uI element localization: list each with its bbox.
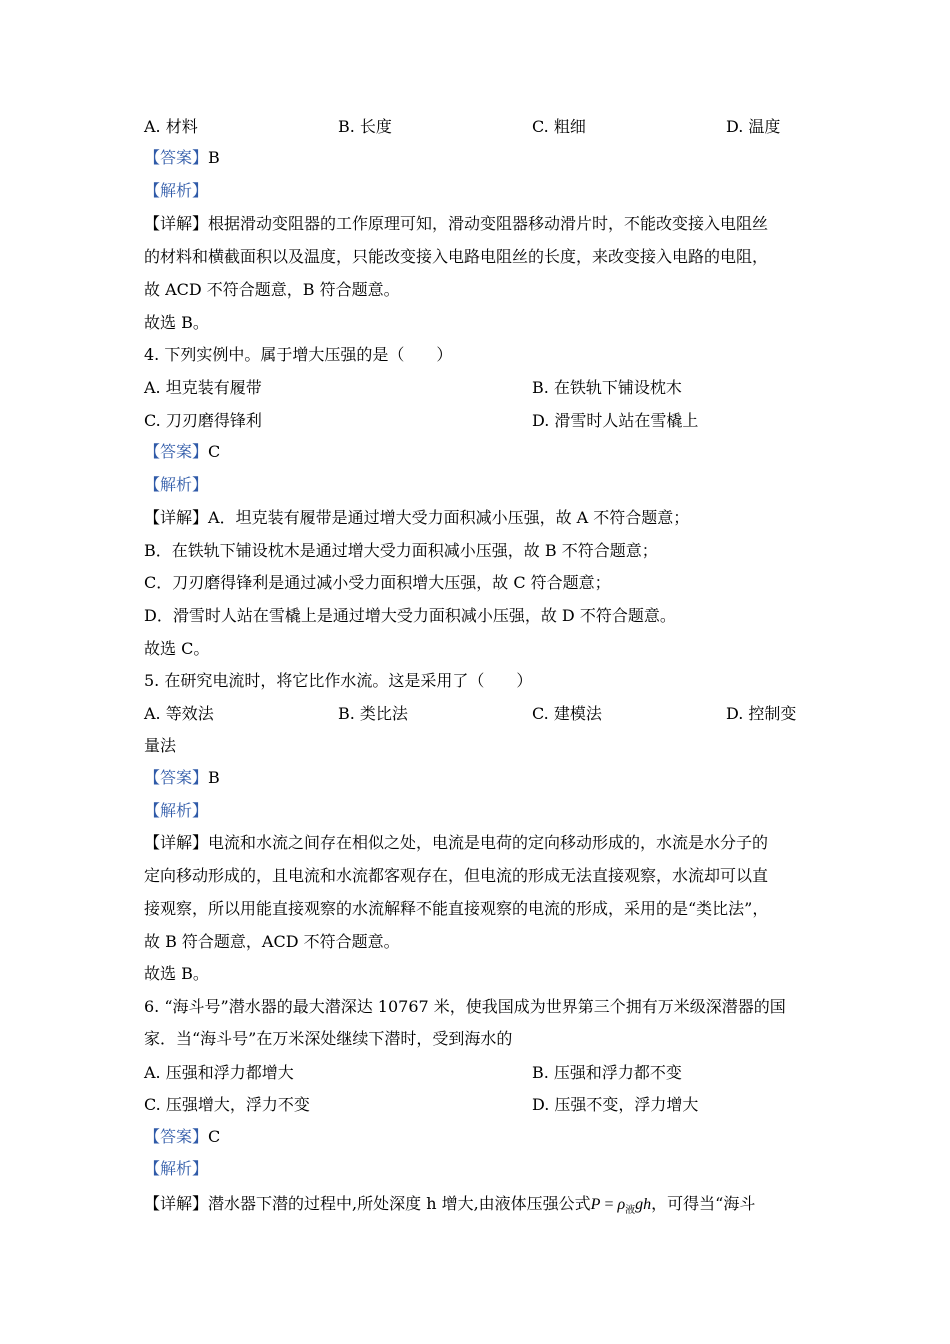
analysis-tag: 【解析】 [144, 1159, 209, 1178]
q5-option-c: C. 建模法 [532, 704, 602, 723]
q4-option-a: A. 坦克装有履带 [144, 378, 262, 397]
formula-equals: = [600, 1196, 618, 1213]
q3-detail-line-1 [144, 212, 814, 236]
q3-detail-line-2: 的材料和横截面积以及温度，只能改变接入电路电阻丝的长度，来改变接入电路的电阻， [144, 247, 769, 266]
answer-tag: 【答案】 [144, 1127, 209, 1146]
detail-tag: 【详解】 [144, 1194, 209, 1213]
formula-subscript: 液 [625, 1205, 636, 1217]
detail-text: A．坦克装有履带是通过增大受力面积减小压强，故 A 不符合题意； [208, 508, 690, 527]
q4-detail-line-1 [144, 506, 814, 530]
q3-option-b: B. 长度 [338, 117, 392, 136]
detail-tag: 【详解】 [144, 214, 209, 233]
q4-detail-line-2: B．在铁轨下铺设枕木是通过增大受力面积减小压强，故 B 不符合题意； [144, 541, 658, 560]
answer-value: C [208, 442, 221, 461]
q6-option-d: D. 压强不变，浮力增大 [532, 1095, 699, 1114]
answer-tag: 【答案】 [144, 148, 209, 167]
formula-gh: gh [635, 1196, 652, 1213]
answer-value: C [208, 1127, 221, 1146]
detail-text-tail: ，可得当“海斗 [651, 1194, 756, 1213]
q6-stem-line-1: 6. “海斗号”潜水器的最大潜深达 10767 米，使我国成为世界第三个拥有万米级深潜器的国 [144, 997, 786, 1016]
q5-option-d: D. 控制变 [726, 704, 797, 723]
q6-option-c: C. 压强增大，浮力不变 [144, 1095, 310, 1114]
q4-conclusion: 故选 C。 [144, 639, 210, 658]
detail-text: 根据滑动变阻器的工作原理可知，滑动变阻器移动滑片时，不能改变接入电阻丝 [208, 214, 769, 233]
pressure-formula [590, 1196, 652, 1217]
q5-analysis-tag [144, 799, 814, 823]
q3-option-d: D. 温度 [726, 117, 781, 136]
formula-rho: ρ [617, 1196, 626, 1213]
q4-stem: 4. 下列实例中。属于增大压强的是（ ） [144, 345, 453, 364]
detail-tag: 【详解】 [144, 833, 209, 852]
q3-option-a: A. 材料 [144, 117, 198, 136]
q5-option-b: B. 类比法 [338, 704, 408, 723]
q6-stem-line-2: 家．当“海斗号”在万米深处继续下潜时，受到海水的 [144, 1029, 513, 1048]
q4-detail-line-4: D．滑雪时人站在雪橇上是通过增大受力面积减小压强，故 D 不符合题意。 [144, 606, 676, 625]
q4-detail-line-3: C．刀刃磨得锋利是通过减小受力面积增大压强，故 C 符合题意； [144, 573, 611, 592]
q3-detail-line-3: 故 ACD 不符合题意，B 符合题意。 [144, 280, 400, 299]
answer-value: B [208, 148, 220, 167]
q6-analysis-tag [144, 1157, 814, 1181]
q5-stem: 5. 在研究电流时，将它比作水流。这是采用了（ ） [144, 671, 533, 690]
q4-answer [144, 440, 814, 464]
formula-p: P [590, 1196, 601, 1213]
q4-option-b: B. 在铁轨下铺设枕木 [532, 378, 682, 397]
analysis-tag: 【解析】 [144, 801, 209, 820]
q5-detail-line-3: 接观察，所以用能直接观察的水流解释不能直接观察的电流的形成，采用的是“类比法”， [144, 899, 769, 918]
q3-analysis-tag [144, 179, 814, 203]
q5-answer [144, 766, 814, 790]
answer-tag: 【答案】 [144, 768, 209, 787]
detail-tag: 【详解】 [144, 508, 209, 527]
q5-conclusion: 故选 B。 [144, 964, 209, 983]
q4-analysis-tag [144, 473, 814, 497]
q5-detail-line-4: 故 B 符合题意，ACD 不符合题意。 [144, 932, 400, 951]
q6-answer [144, 1125, 814, 1149]
answer-value: B [208, 768, 220, 787]
q3-option-c: C. 粗细 [532, 117, 586, 136]
q4-option-d: D. 滑雪时人站在雪橇上 [532, 411, 699, 430]
q5-option-a: A. 等效法 [144, 704, 214, 723]
detail-text: 电流和水流之间存在相似之处，电流是电荷的定向移动形成的，水流是水分子的 [208, 833, 769, 852]
detail-text: 潜水器下潜的过程中,所处深度 h 增大,由液体压强公式 [208, 1194, 591, 1213]
q5-detail-line-2: 定向移动形成的，且电流和水流都客观存在，但电流的形成无法直接观察，水流却可以直 [144, 866, 769, 885]
q3-answer [144, 146, 814, 170]
q6-option-b: B. 压强和浮力都不变 [532, 1063, 682, 1082]
q4-option-c: C. 刀刃磨得锋利 [144, 411, 262, 430]
q5-option-wrap: 量法 [144, 736, 177, 755]
answer-tag: 【答案】 [144, 442, 209, 461]
analysis-tag: 【解析】 [144, 181, 209, 200]
q5-detail-line-1 [144, 831, 814, 855]
q6-detail-line-1 [144, 1192, 814, 1223]
q6-option-a: A. 压强和浮力都增大 [144, 1063, 294, 1082]
analysis-tag: 【解析】 [144, 475, 209, 494]
q3-conclusion: 故选 B。 [144, 313, 209, 332]
